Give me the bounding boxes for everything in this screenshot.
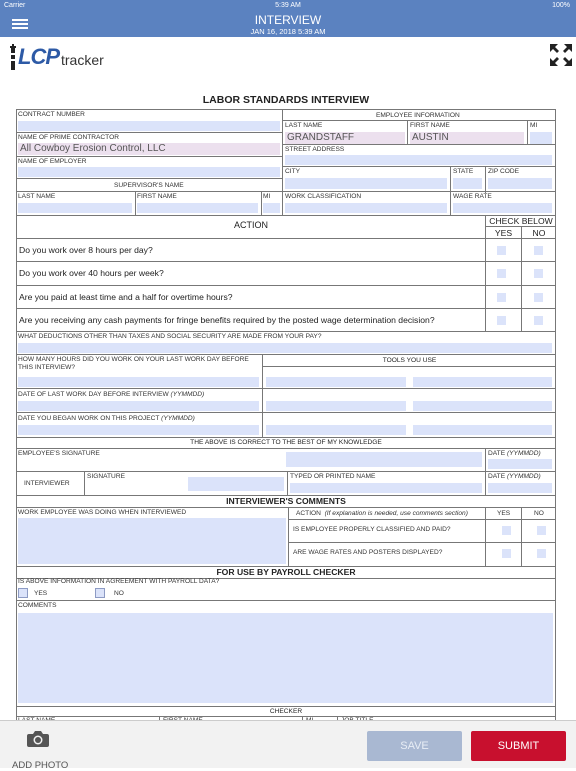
logo-tracker: tracker <box>61 52 104 68</box>
action-explanation-text: ACTION <box>296 510 321 517</box>
work-employee-doing-field[interactable] <box>18 518 286 564</box>
employee-date-format: (YYMMDD) <box>506 450 541 457</box>
employee-mi-label: MI <box>530 122 538 129</box>
employee-last-name-field[interactable]: GRANDSTAFF <box>285 132 405 144</box>
interviewer-date-field[interactable] <box>488 483 552 493</box>
q4-no-checkbox[interactable] <box>534 316 543 325</box>
correct-statement-label: THE ABOVE IS CORRECT TO THE BEST OF MY KNOWLEDGE <box>190 439 382 446</box>
interviewer-date-text: DATE <box>488 473 506 480</box>
employee-information-label: EMPLOYEE INFORMATION <box>376 112 460 119</box>
tools-field-2[interactable] <box>413 377 552 387</box>
employee-last-name-label: LAST NAME <box>285 122 323 129</box>
wage-rates-displayed-label: ARE WAGE RATES AND POSTERS DISPLAYED? <box>293 549 443 556</box>
work-classification-field[interactable] <box>285 203 447 213</box>
city-field[interactable] <box>285 178 447 189</box>
agreement-no-checkbox[interactable] <box>95 588 105 598</box>
typed-printed-name-label: TYPED OR PRINTED NAME <box>290 473 376 480</box>
contract-number-field[interactable] <box>18 121 280 131</box>
state-label: STATE <box>453 168 474 175</box>
tools-field-1[interactable] <box>266 377 406 387</box>
q2-yes-checkbox[interactable] <box>497 269 506 278</box>
employee-date-label <box>488 450 541 457</box>
supervisor-last-name-field[interactable] <box>18 203 132 213</box>
date-began-text: DATE YOU BEGAN WORK ON THIS PROJECT <box>18 415 160 422</box>
work-employee-doing-label: WORK EMPLOYEE WAS DOING WHEN INTERVIEWED <box>18 509 187 516</box>
wage-rates-yes-checkbox[interactable] <box>502 549 511 558</box>
submit-button[interactable]: SUBMIT <box>471 731 566 761</box>
tools-field-3[interactable] <box>266 401 406 411</box>
add-photo-button[interactable] <box>12 727 72 771</box>
employee-signature-label: EMPLOYEE'S SIGNATURE <box>18 450 100 457</box>
supervisor-first-name-field[interactable] <box>137 203 258 213</box>
interviewer-date-format: (YYMMDD) <box>506 473 541 480</box>
action-explanation-note: (If explanation is needed, use comments section) <box>324 510 468 517</box>
interviewer-label: INTERVIEWER <box>24 480 70 487</box>
status-bar <box>0 0 576 12</box>
employee-date-text: DATE <box>488 450 506 457</box>
name-of-employer-field[interactable] <box>18 167 280 177</box>
tools-field-6[interactable] <box>413 425 552 435</box>
agreement-yes-checkbox[interactable] <box>18 588 28 598</box>
hours-last-day-field[interactable] <box>18 377 259 387</box>
labor-standards-form <box>16 86 556 720</box>
tools-you-use-label: TOOLS YOU USE <box>382 357 437 364</box>
q3-no-checkbox[interactable] <box>534 293 543 302</box>
lcp-tracker-logo <box>10 42 104 70</box>
date-last-work-day-field[interactable] <box>18 401 259 411</box>
work-classification-label: WORK CLASSIFICATION <box>285 193 362 200</box>
page-subtitle: JAN 16, 2018 5:39 AM <box>250 27 326 36</box>
typed-printed-name-field[interactable] <box>290 483 482 493</box>
supervisors-name-label: SUPERVISOR'S NAME <box>114 182 184 189</box>
classified-no-checkbox[interactable] <box>537 526 546 535</box>
q3-yes-checkbox[interactable] <box>497 293 506 302</box>
form-title: LABOR STANDARDS INTERVIEW <box>202 94 370 106</box>
agreement-question-label: IS ABOVE INFORMATION IN AGREEMENT WITH PAYROLL DATA? <box>18 578 220 585</box>
q1-no-checkbox[interactable] <box>534 246 543 255</box>
properly-classified-label: IS EMPLOYEE PROPERLY CLASSIFIED AND PAID? <box>293 526 451 533</box>
save-button[interactable]: SAVE <box>367 731 462 761</box>
question-8-hours: Do you work over 8 hours per day? <box>19 245 153 255</box>
employee-signature-field[interactable] <box>286 452 482 467</box>
interviewers-comments-header: INTERVIEWER'S COMMENTS <box>226 496 346 506</box>
hours-last-day-label: HOW MANY HOURS DID YOU WORK ON YOUR LAST WORK DAY BEFORE THIS INTERVIEW? <box>18 356 249 371</box>
action-header: ACTION <box>233 220 268 230</box>
employee-mi-field[interactable] <box>530 132 552 144</box>
status-time: 5:39 AM <box>275 2 301 9</box>
interviewer-signature-label: SIGNATURE <box>87 473 125 480</box>
date-began-field[interactable] <box>18 425 259 435</box>
prime-contractor-field[interactable]: All Cowboy Erosion Control, LLC <box>18 143 280 155</box>
zip-code-label: ZIP CODE <box>488 168 520 175</box>
classified-yes-checkbox[interactable] <box>502 526 511 535</box>
supervisor-first-name-label: FIRST NAME <box>137 193 177 200</box>
question-overtime: Are you paid at least time and a half for overtime hours? <box>19 292 233 302</box>
battery-level: 100% <box>552 2 570 9</box>
no-header: NO <box>532 228 546 238</box>
add-photo-label: ADD PHOTO <box>12 760 69 771</box>
comments-label: COMMENTS <box>18 602 57 609</box>
date-began-label <box>18 415 195 422</box>
comments-field[interactable] <box>18 613 553 703</box>
lighthouse-icon <box>10 44 16 70</box>
deductions-field[interactable] <box>18 343 552 353</box>
page-title: INTERVIEW <box>254 13 322 27</box>
supervisor-mi-label: MI <box>263 193 271 200</box>
deductions-label: WHAT DEDUCTIONS OTHER THAN TAXES AND SOCIAL SECURITY ARE MADE FROM YOUR PAY? <box>18 333 322 340</box>
contract-number-label: CONTRACT NUMBER <box>18 111 85 118</box>
interviewer-date-label <box>488 473 541 480</box>
question-40-hours: Do you work over 40 hours per week? <box>19 268 164 278</box>
tools-field-4[interactable] <box>413 401 552 411</box>
wage-rates-no-checkbox[interactable] <box>537 549 546 558</box>
action-explanation-label <box>296 510 468 517</box>
agreement-no-label: NO <box>114 590 124 597</box>
prime-contractor-label: NAME OF PRIME CONTRACTOR <box>18 134 119 141</box>
comments-no-label: NO <box>534 510 544 517</box>
yes-header: YES <box>494 228 513 238</box>
payroll-checker-header: FOR USE BY PAYROLL CHECKER <box>216 567 356 577</box>
wage-rate-field[interactable] <box>453 203 552 213</box>
tools-field-5[interactable] <box>266 425 406 435</box>
date-began-format: (YYMMDD) <box>161 415 195 422</box>
q2-no-checkbox[interactable] <box>534 269 543 278</box>
name-of-employer-label: NAME OF EMPLOYER <box>18 158 87 165</box>
zip-code-field[interactable] <box>488 178 552 189</box>
carrier-label: Carrier <box>4 2 26 9</box>
expand-icon[interactable] <box>550 44 572 66</box>
employee-first-name-field[interactable]: AUSTIN <box>410 132 524 144</box>
navigation-bar <box>0 12 576 37</box>
date-last-work-day-text: DATE OF LAST WORK DAY BEFORE INTERVIEW <box>18 391 169 398</box>
checker-header: CHECKER <box>269 708 303 715</box>
employee-first-name-label: FIRST NAME <box>410 122 450 129</box>
q1-yes-checkbox[interactable] <box>497 246 506 255</box>
logo-lcp: LCP <box>18 44 59 69</box>
comments-yes-label: YES <box>497 510 511 517</box>
supervisor-last-name-label: LAST NAME <box>18 193 56 200</box>
wage-rate-label: WAGE RATE <box>453 193 492 200</box>
state-field[interactable] <box>453 178 482 189</box>
interviewer-signature-field[interactable] <box>188 477 284 491</box>
camera-icon <box>27 730 49 747</box>
supervisor-mi-field[interactable] <box>263 203 280 213</box>
date-last-work-day-label <box>18 391 204 398</box>
question-fringe-benefits: Are you receiving any cash payments for fringe benefits required by the posted wage determination decision? <box>19 315 435 325</box>
employee-date-field[interactable] <box>488 459 552 469</box>
city-label: CITY <box>285 168 301 175</box>
street-address-label: STREET ADDRESS <box>285 146 345 153</box>
q4-yes-checkbox[interactable] <box>497 316 506 325</box>
date-last-work-day-format: (YYMMDD) <box>170 391 205 398</box>
check-below-header: CHECK BELOW <box>489 216 553 226</box>
bottom-toolbar <box>0 720 576 771</box>
agreement-yes-label: YES <box>34 590 48 597</box>
street-address-field[interactable] <box>285 155 552 165</box>
